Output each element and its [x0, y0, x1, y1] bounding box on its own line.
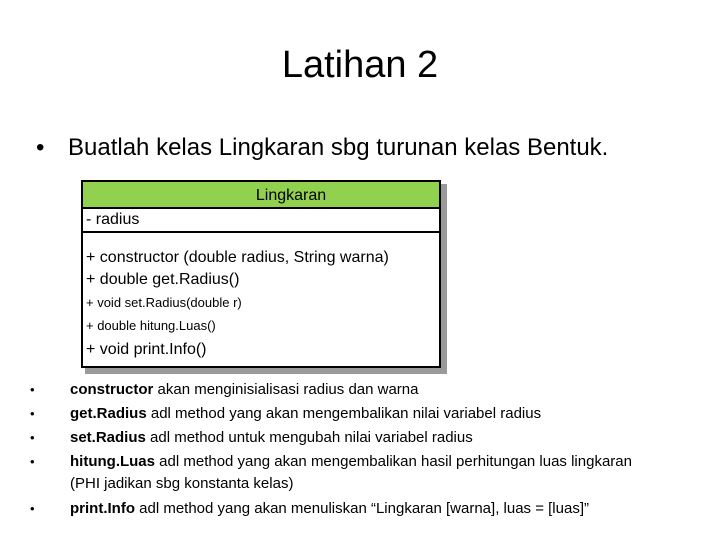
description-item [30, 378, 700, 402]
uml-method: + void print.Info() [86, 341, 207, 358]
description-item [30, 402, 700, 426]
description-item [30, 450, 700, 494]
method-description: adl method yang akan mengembalikan hasil perhitungan luas lingkaran [155, 453, 632, 470]
method-term: constructor [70, 381, 154, 398]
method-term: print.Info [70, 500, 135, 517]
bullet-dot: • [30, 454, 35, 469]
uml-attribute: - radius [86, 211, 140, 228]
uml-method: + void set.Radius(double r) [86, 295, 242, 310]
method-term: hitung.Luas [70, 453, 155, 470]
uml-method: + constructor (double radius, String warna) [86, 249, 389, 266]
uml-method: + double get.Radius() [86, 271, 240, 288]
method-description: adl method untuk mengubah nilai variabel radius [145, 429, 473, 446]
slide-title: Latihan 2 [281, 44, 439, 86]
method-term: get.Radius [70, 405, 147, 422]
main-bullet [36, 134, 608, 162]
bullet-dot: • [30, 382, 35, 397]
method-description: akan menginisialisasi radius dan warna [153, 381, 419, 398]
method-description: adl method yang akan mengembalikan nilai variabel radius [146, 405, 542, 422]
uml-methods [83, 233, 439, 361]
description-list [30, 378, 700, 521]
method-description-continuation: (PHI jadikan sbg konstanta kelas) [70, 475, 294, 492]
method-description: adl method yang akan menuliskan “Lingkaran [warna], luas = [luas]” [134, 500, 589, 517]
bullet-dot: • [30, 501, 35, 516]
description-item [30, 426, 700, 450]
uml-class-name: Lingkaran [83, 182, 439, 209]
description-item [30, 497, 700, 521]
main-bullet-text: Buatlah kelas Lingkaran sbg turunan kelas Bentuk. [68, 134, 609, 161]
uml-attributes [83, 209, 439, 233]
bullet-dot: • [36, 134, 45, 161]
bullet-dot: • [30, 406, 35, 421]
method-term: set.Radius [70, 429, 146, 446]
uml-method: + double hitung.Luas() [86, 318, 216, 333]
bullet-dot: • [30, 430, 35, 445]
uml-class-box [81, 180, 441, 368]
